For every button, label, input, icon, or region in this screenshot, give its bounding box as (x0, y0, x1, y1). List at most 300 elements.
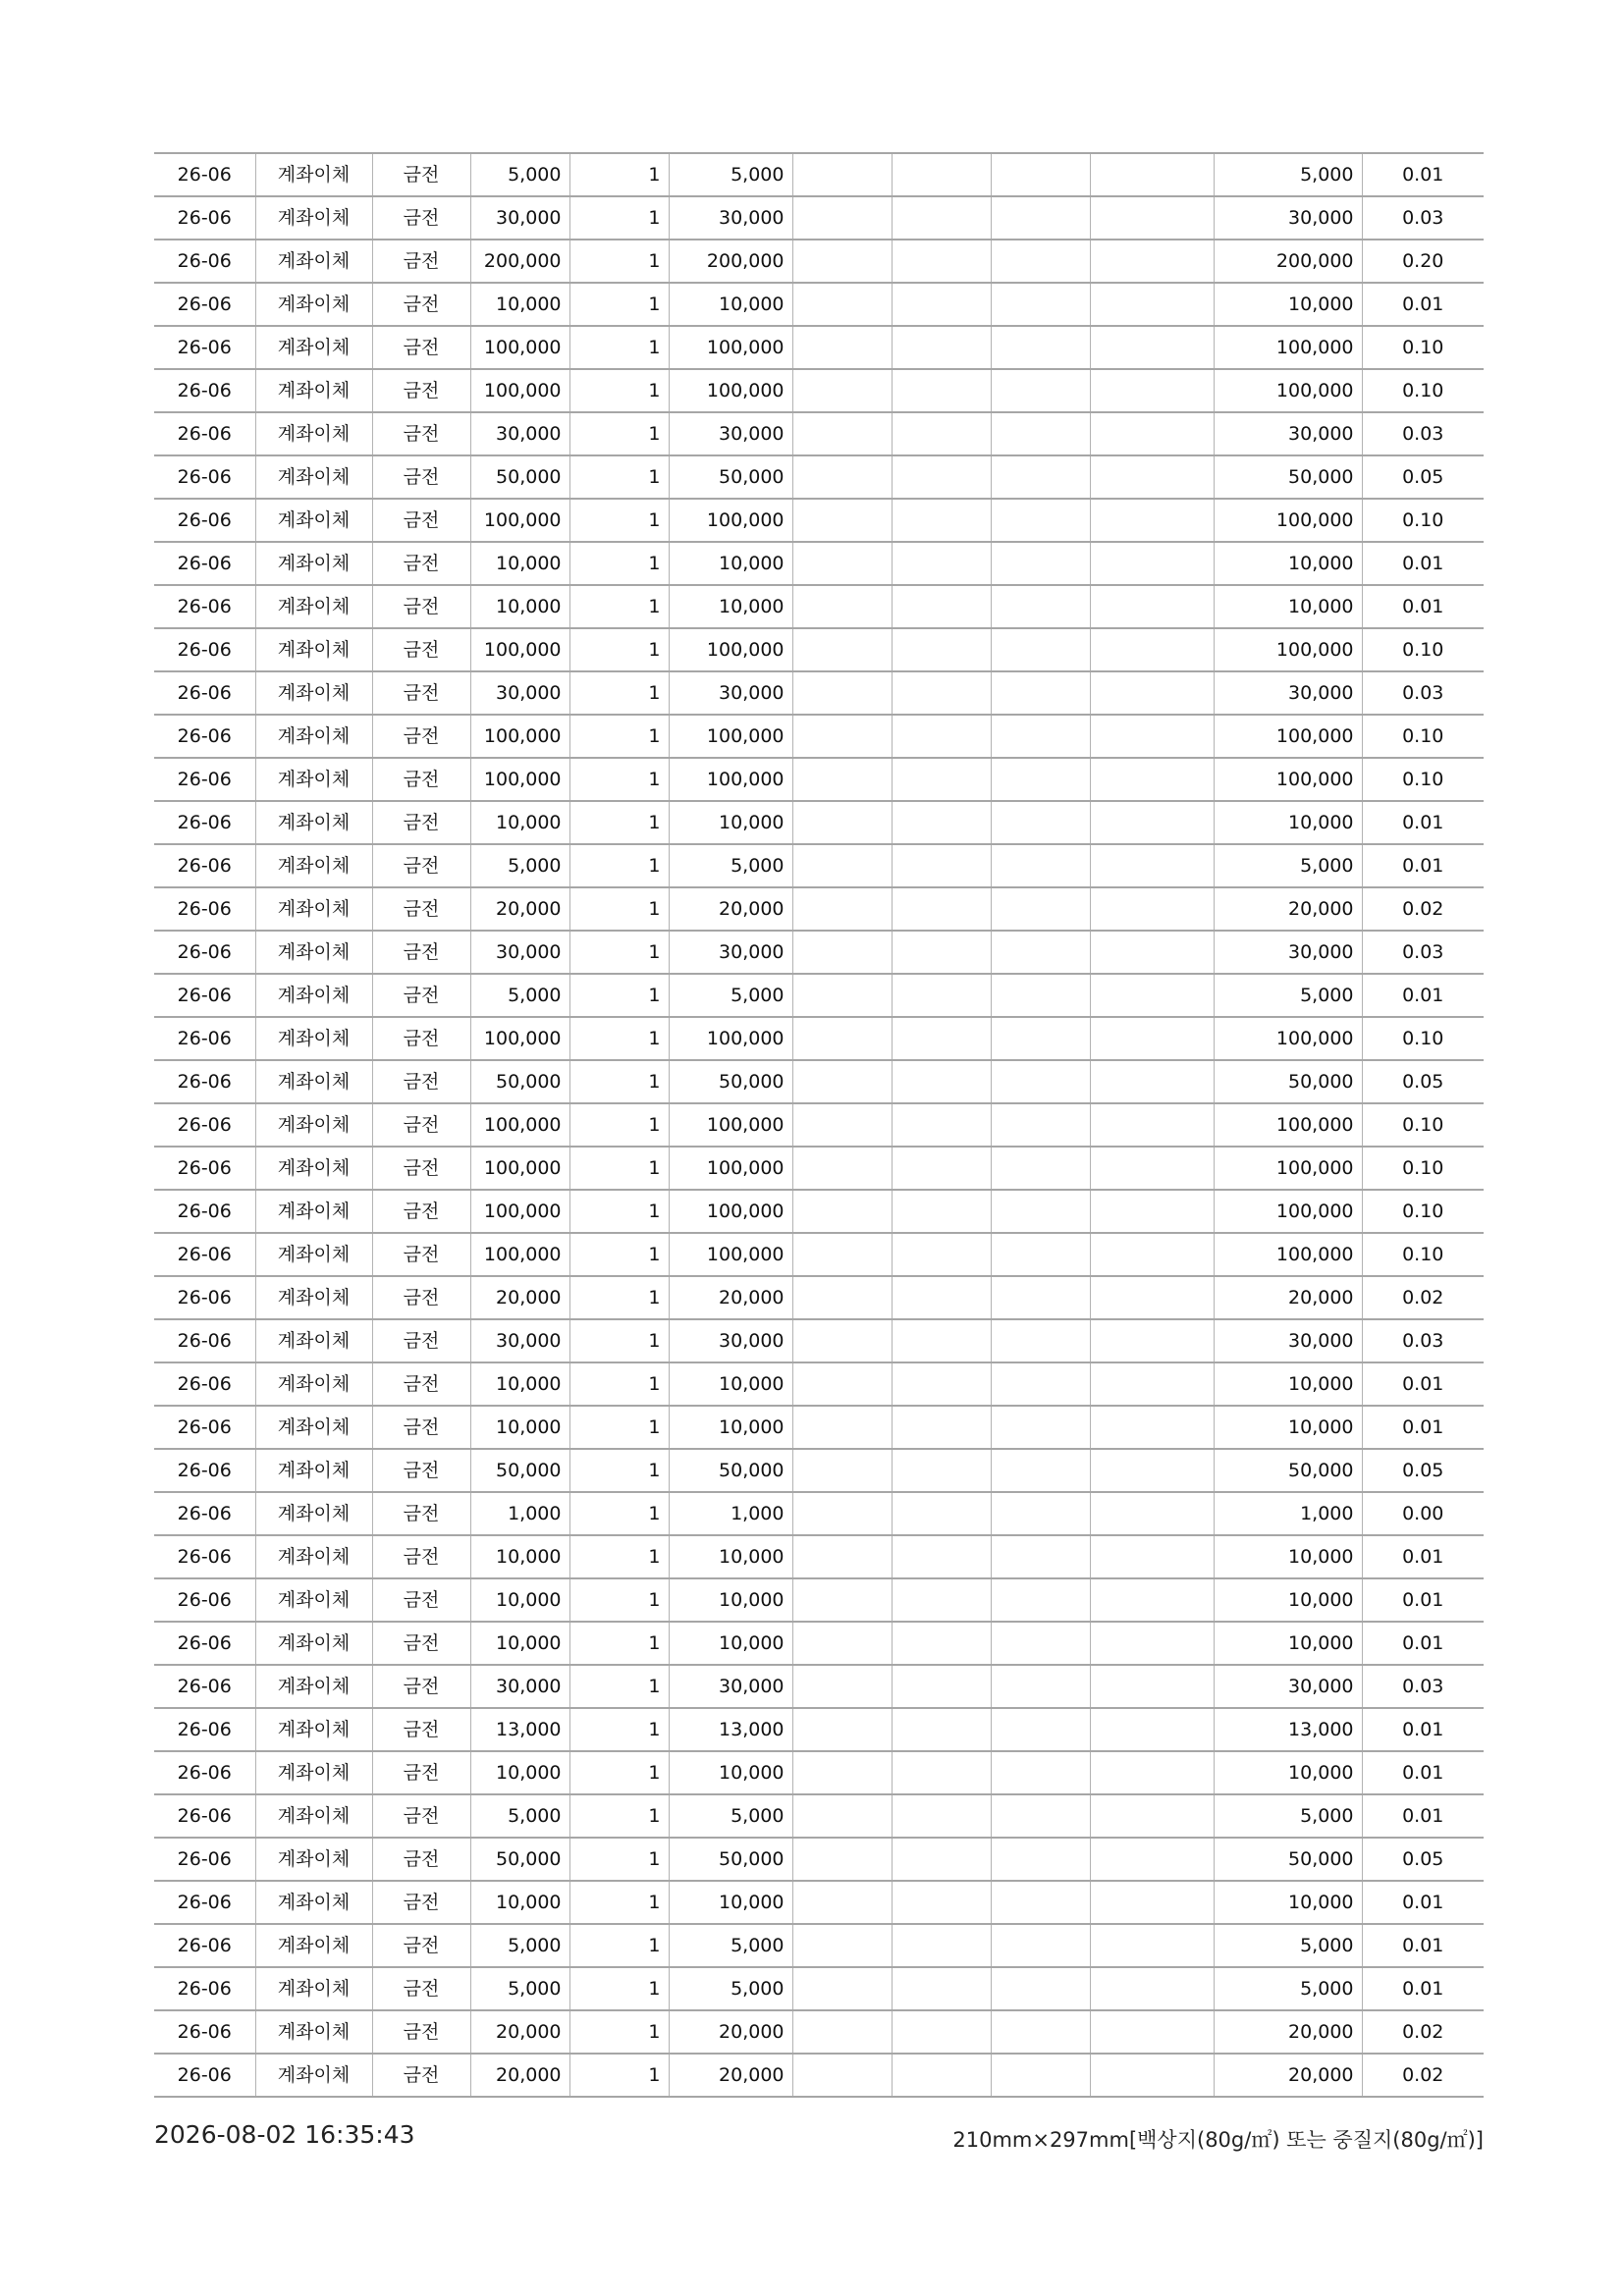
cell-amount: 100,000 (669, 369, 792, 412)
cell-ratio: 0.10 (1362, 326, 1484, 369)
cell-method: 계좌이체 (255, 974, 372, 1017)
cell-period: 26-06 (154, 1622, 255, 1665)
cell-ratio: 0.03 (1362, 1319, 1484, 1362)
cell-empty (792, 1665, 892, 1708)
cell-empty (792, 1924, 892, 1967)
cell-empty (792, 326, 892, 369)
cell-ratio: 0.02 (1362, 2010, 1484, 2054)
cell-ratio: 0.01 (1362, 1967, 1484, 2010)
cell-empty (892, 931, 991, 974)
cell-empty (991, 1406, 1090, 1449)
cell-amount: 5,000 (669, 974, 792, 1017)
cell-amount: 10,000 (669, 1362, 792, 1406)
cell-ratio: 0.10 (1362, 628, 1484, 671)
cell-empty (1090, 196, 1214, 240)
cell-total: 5,000 (1214, 1794, 1362, 1838)
table-row (154, 1881, 1484, 1924)
table-row (154, 1535, 1484, 1578)
cell-empty (1090, 844, 1214, 887)
table-row (154, 1017, 1484, 1060)
table-row (154, 1794, 1484, 1838)
cell-empty (792, 1449, 892, 1492)
cell-kind: 금전 (372, 153, 470, 196)
cell-empty (792, 1017, 892, 1060)
cell-empty (1090, 1147, 1214, 1190)
cell-amount: 30,000 (669, 1319, 792, 1362)
table-row (154, 1622, 1484, 1665)
cell-method: 계좌이체 (255, 1276, 372, 1319)
cell-unit-amount: 50,000 (470, 1449, 569, 1492)
cell-kind: 금전 (372, 931, 470, 974)
cell-empty (991, 844, 1090, 887)
cell-empty (892, 671, 991, 715)
cell-empty (991, 931, 1090, 974)
cell-ratio: 0.05 (1362, 455, 1484, 499)
cell-empty (1090, 1233, 1214, 1276)
cell-kind: 금전 (372, 1406, 470, 1449)
cell-ratio: 0.01 (1362, 585, 1484, 628)
cell-unit-amount: 10,000 (470, 1406, 569, 1449)
cell-empty (792, 1060, 892, 1103)
cell-kind: 금전 (372, 2010, 470, 2054)
cell-method: 계좌이체 (255, 1881, 372, 1924)
cell-empty (892, 1838, 991, 1881)
cell-empty (792, 1794, 892, 1838)
cell-total: 5,000 (1214, 153, 1362, 196)
cell-total: 30,000 (1214, 671, 1362, 715)
cell-kind: 금전 (372, 1190, 470, 1233)
table-row (154, 1060, 1484, 1103)
cell-method: 계좌이체 (255, 2054, 372, 2097)
cell-empty (991, 1190, 1090, 1233)
cell-unit-amount: 10,000 (470, 1535, 569, 1578)
cell-empty (892, 2054, 991, 2097)
cell-unit-amount: 10,000 (470, 542, 569, 585)
cell-empty (1090, 628, 1214, 671)
cell-quantity: 1 (569, 1967, 669, 2010)
cell-total: 100,000 (1214, 628, 1362, 671)
cell-amount: 100,000 (669, 758, 792, 801)
cell-period: 26-06 (154, 715, 255, 758)
cell-period: 26-06 (154, 758, 255, 801)
cell-kind: 금전 (372, 2054, 470, 2097)
cell-amount: 10,000 (669, 1406, 792, 1449)
cell-empty (991, 283, 1090, 326)
cell-ratio: 0.01 (1362, 1578, 1484, 1622)
cell-ratio: 0.10 (1362, 1190, 1484, 1233)
cell-total: 5,000 (1214, 1924, 1362, 1967)
cell-quantity: 1 (569, 585, 669, 628)
cell-empty (991, 1492, 1090, 1535)
cell-empty (892, 1794, 991, 1838)
cell-kind: 금전 (372, 1147, 470, 1190)
cell-amount: 10,000 (669, 1578, 792, 1622)
cell-total: 50,000 (1214, 1838, 1362, 1881)
cell-empty (1090, 801, 1214, 844)
cell-unit-amount: 100,000 (470, 1017, 569, 1060)
cell-unit-amount: 5,000 (470, 1794, 569, 1838)
cell-amount: 100,000 (669, 326, 792, 369)
cell-method: 계좌이체 (255, 671, 372, 715)
cell-empty (991, 1794, 1090, 1838)
cell-kind: 금전 (372, 974, 470, 1017)
cell-amount: 30,000 (669, 671, 792, 715)
cell-amount: 100,000 (669, 1017, 792, 1060)
cell-amount: 200,000 (669, 240, 792, 283)
cell-unit-amount: 50,000 (470, 455, 569, 499)
cell-total: 100,000 (1214, 1233, 1362, 1276)
table-row (154, 1147, 1484, 1190)
cell-quantity: 1 (569, 715, 669, 758)
cell-quantity: 1 (569, 455, 669, 499)
cell-ratio: 0.05 (1362, 1449, 1484, 1492)
cell-empty (1090, 1794, 1214, 1838)
cell-empty (892, 844, 991, 887)
cell-empty (892, 1319, 991, 1362)
cell-total: 10,000 (1214, 1622, 1362, 1665)
cell-total: 13,000 (1214, 1708, 1362, 1751)
cell-empty (892, 715, 991, 758)
cell-ratio: 0.01 (1362, 153, 1484, 196)
cell-empty (1090, 1190, 1214, 1233)
cell-unit-amount: 100,000 (470, 758, 569, 801)
cell-amount: 10,000 (669, 801, 792, 844)
cell-kind: 금전 (372, 1103, 470, 1147)
cell-empty (792, 758, 892, 801)
cell-empty (991, 1449, 1090, 1492)
cell-method: 계좌이체 (255, 1967, 372, 2010)
cell-empty (892, 758, 991, 801)
table-row (154, 628, 1484, 671)
table-row (154, 499, 1484, 542)
cell-ratio: 0.02 (1362, 2054, 1484, 2097)
cell-empty (991, 369, 1090, 412)
cell-empty (1090, 240, 1214, 283)
cell-method: 계좌이체 (255, 369, 372, 412)
cell-empty (792, 1319, 892, 1362)
cell-total: 30,000 (1214, 1319, 1362, 1362)
cell-method: 계좌이체 (255, 1362, 372, 1406)
cell-quantity: 1 (569, 2010, 669, 2054)
cell-amount: 10,000 (669, 585, 792, 628)
cell-empty (792, 1578, 892, 1622)
cell-empty (792, 1622, 892, 1665)
cell-method: 계좌이체 (255, 1147, 372, 1190)
cell-empty (892, 1492, 991, 1535)
cell-empty (991, 1881, 1090, 1924)
cell-kind: 금전 (372, 758, 470, 801)
cell-kind: 금전 (372, 1060, 470, 1103)
cell-empty (892, 1665, 991, 1708)
cell-empty (1090, 887, 1214, 931)
cell-empty (1090, 1276, 1214, 1319)
cell-unit-amount: 20,000 (470, 2010, 569, 2054)
table-row (154, 1751, 1484, 1794)
cell-ratio: 0.01 (1362, 1535, 1484, 1578)
cell-quantity: 1 (569, 1406, 669, 1449)
cell-empty (892, 887, 991, 931)
table-row (154, 1406, 1484, 1449)
cell-kind: 금전 (372, 455, 470, 499)
cell-amount: 30,000 (669, 931, 792, 974)
cell-empty (991, 585, 1090, 628)
cell-empty (892, 1190, 991, 1233)
cell-ratio: 0.02 (1362, 1276, 1484, 1319)
cell-empty (991, 1362, 1090, 1406)
cell-empty (892, 1578, 991, 1622)
table-row (154, 1103, 1484, 1147)
cell-kind: 금전 (372, 196, 470, 240)
cell-total: 100,000 (1214, 715, 1362, 758)
cell-quantity: 1 (569, 1362, 669, 1406)
cell-empty (792, 931, 892, 974)
cell-method: 계좌이체 (255, 1319, 372, 1362)
cell-empty (1090, 1319, 1214, 1362)
ledger-body (154, 153, 1484, 2097)
cell-amount: 50,000 (669, 1449, 792, 1492)
cell-kind: 금전 (372, 1449, 470, 1492)
cell-quantity: 1 (569, 1060, 669, 1103)
cell-total: 100,000 (1214, 758, 1362, 801)
cell-empty (1090, 326, 1214, 369)
cell-empty (991, 1319, 1090, 1362)
cell-empty (792, 1838, 892, 1881)
cell-unit-amount: 5,000 (470, 844, 569, 887)
cell-quantity: 1 (569, 887, 669, 931)
ledger-table (154, 152, 1484, 2098)
table-row (154, 1233, 1484, 1276)
cell-empty (792, 1233, 892, 1276)
table-row (154, 1319, 1484, 1362)
cell-total: 50,000 (1214, 455, 1362, 499)
cell-ratio: 0.01 (1362, 1751, 1484, 1794)
cell-quantity: 1 (569, 1017, 669, 1060)
cell-empty (1090, 1708, 1214, 1751)
cell-method: 계좌이체 (255, 887, 372, 931)
cell-kind: 금전 (372, 1967, 470, 2010)
cell-kind: 금전 (372, 369, 470, 412)
cell-empty (991, 1751, 1090, 1794)
cell-ratio: 0.03 (1362, 1665, 1484, 1708)
cell-period: 26-06 (154, 1276, 255, 1319)
cell-unit-amount: 30,000 (470, 196, 569, 240)
cell-empty (792, 801, 892, 844)
cell-empty (1090, 585, 1214, 628)
cell-empty (792, 671, 892, 715)
cell-empty (991, 671, 1090, 715)
cell-ratio: 0.01 (1362, 1622, 1484, 1665)
cell-period: 26-06 (154, 240, 255, 283)
cell-kind: 금전 (372, 628, 470, 671)
cell-total: 5,000 (1214, 844, 1362, 887)
cell-unit-amount: 20,000 (470, 887, 569, 931)
cell-empty (991, 1708, 1090, 1751)
table-row (154, 2010, 1484, 2054)
cell-empty (892, 1967, 991, 2010)
cell-ratio: 0.02 (1362, 887, 1484, 931)
cell-amount: 10,000 (669, 283, 792, 326)
cell-method: 계좌이체 (255, 1103, 372, 1147)
cell-empty (1090, 1578, 1214, 1622)
cell-empty (1090, 1622, 1214, 1665)
cell-empty (991, 715, 1090, 758)
cell-empty (991, 240, 1090, 283)
cell-method: 계좌이체 (255, 153, 372, 196)
cell-period: 26-06 (154, 1319, 255, 1362)
cell-total: 30,000 (1214, 931, 1362, 974)
cell-empty (892, 974, 991, 1017)
cell-empty (991, 1578, 1090, 1622)
cell-unit-amount: 30,000 (470, 931, 569, 974)
cell-period: 26-06 (154, 1924, 255, 1967)
cell-empty (1090, 369, 1214, 412)
cell-kind: 금전 (372, 1276, 470, 1319)
cell-empty (792, 240, 892, 283)
cell-method: 계좌이체 (255, 1751, 372, 1794)
cell-empty (892, 499, 991, 542)
cell-quantity: 1 (569, 1103, 669, 1147)
cell-ratio: 0.05 (1362, 1838, 1484, 1881)
cell-unit-amount: 10,000 (470, 1751, 569, 1794)
cell-empty (892, 628, 991, 671)
cell-kind: 금전 (372, 1492, 470, 1535)
cell-kind: 금전 (372, 1319, 470, 1362)
cell-kind: 금전 (372, 585, 470, 628)
cell-period: 26-06 (154, 1492, 255, 1535)
cell-empty (892, 1622, 991, 1665)
cell-empty (1090, 1492, 1214, 1535)
cell-empty (792, 1190, 892, 1233)
table-row (154, 671, 1484, 715)
table-row (154, 369, 1484, 412)
cell-quantity: 1 (569, 671, 669, 715)
cell-period: 26-06 (154, 628, 255, 671)
cell-period: 26-06 (154, 1017, 255, 1060)
cell-kind: 금전 (372, 1924, 470, 1967)
cell-empty (792, 1535, 892, 1578)
cell-empty (1090, 1060, 1214, 1103)
cell-period: 26-06 (154, 2010, 255, 2054)
cell-total: 10,000 (1214, 1881, 1362, 1924)
cell-ratio: 0.01 (1362, 1362, 1484, 1406)
cell-empty (792, 369, 892, 412)
cell-total: 10,000 (1214, 801, 1362, 844)
cell-kind: 금전 (372, 1233, 470, 1276)
cell-total: 30,000 (1214, 1665, 1362, 1708)
cell-empty (991, 887, 1090, 931)
cell-ratio: 0.01 (1362, 542, 1484, 585)
cell-amount: 100,000 (669, 1190, 792, 1233)
table-row (154, 196, 1484, 240)
cell-method: 계좌이체 (255, 1708, 372, 1751)
cell-total: 5,000 (1214, 974, 1362, 1017)
cell-empty (1090, 1751, 1214, 1794)
cell-period: 26-06 (154, 1838, 255, 1881)
cell-quantity: 1 (569, 1319, 669, 1362)
table-row (154, 585, 1484, 628)
cell-period: 26-06 (154, 455, 255, 499)
cell-total: 100,000 (1214, 499, 1362, 542)
cell-empty (892, 542, 991, 585)
cell-amount: 20,000 (669, 887, 792, 931)
cell-quantity: 1 (569, 1190, 669, 1233)
cell-empty (792, 2054, 892, 2097)
cell-total: 20,000 (1214, 2054, 1362, 2097)
table-row (154, 844, 1484, 887)
cell-empty (991, 499, 1090, 542)
cell-method: 계좌이체 (255, 1924, 372, 1967)
cell-method: 계좌이체 (255, 585, 372, 628)
cell-period: 26-06 (154, 585, 255, 628)
cell-empty (792, 1492, 892, 1535)
cell-method: 계좌이체 (255, 715, 372, 758)
cell-empty (792, 1147, 892, 1190)
cell-quantity: 1 (569, 499, 669, 542)
cell-method: 계좌이체 (255, 801, 372, 844)
cell-unit-amount: 100,000 (470, 369, 569, 412)
cell-period: 26-06 (154, 1578, 255, 1622)
table-row (154, 326, 1484, 369)
cell-method: 계좌이체 (255, 326, 372, 369)
cell-empty (1090, 542, 1214, 585)
cell-empty (991, 1103, 1090, 1147)
cell-empty (1090, 2010, 1214, 2054)
cell-ratio: 0.10 (1362, 758, 1484, 801)
cell-empty (1090, 153, 1214, 196)
cell-period: 26-06 (154, 1190, 255, 1233)
cell-quantity: 1 (569, 196, 669, 240)
cell-empty (892, 153, 991, 196)
cell-unit-amount: 10,000 (470, 585, 569, 628)
table-row (154, 887, 1484, 931)
cell-kind: 금전 (372, 1017, 470, 1060)
cell-method: 계좌이체 (255, 1622, 372, 1665)
cell-ratio: 0.01 (1362, 283, 1484, 326)
cell-amount: 5,000 (669, 153, 792, 196)
cell-unit-amount: 100,000 (470, 1147, 569, 1190)
cell-method: 계좌이체 (255, 1190, 372, 1233)
cell-unit-amount: 30,000 (470, 671, 569, 715)
cell-kind: 금전 (372, 887, 470, 931)
cell-total: 20,000 (1214, 1276, 1362, 1319)
table-row (154, 758, 1484, 801)
cell-method: 계좌이체 (255, 1578, 372, 1622)
cell-method: 계좌이체 (255, 499, 372, 542)
cell-period: 26-06 (154, 1147, 255, 1190)
table-row (154, 1924, 1484, 1967)
cell-amount: 10,000 (669, 1535, 792, 1578)
cell-ratio: 0.01 (1362, 801, 1484, 844)
cell-empty (991, 1838, 1090, 1881)
cell-kind: 금전 (372, 1362, 470, 1406)
cell-method: 계좌이체 (255, 1794, 372, 1838)
cell-total: 20,000 (1214, 887, 1362, 931)
cell-quantity: 1 (569, 1535, 669, 1578)
cell-ratio: 0.01 (1362, 974, 1484, 1017)
cell-empty (892, 1751, 991, 1794)
cell-amount: 20,000 (669, 1276, 792, 1319)
cell-ratio: 0.10 (1362, 1103, 1484, 1147)
cell-empty (1090, 1967, 1214, 2010)
cell-amount: 5,000 (669, 1967, 792, 2010)
cell-unit-amount: 30,000 (470, 412, 569, 455)
cell-unit-amount: 10,000 (470, 1578, 569, 1622)
cell-method: 계좌이체 (255, 542, 372, 585)
cell-total: 100,000 (1214, 1190, 1362, 1233)
cell-method: 계좌이체 (255, 1233, 372, 1276)
cell-kind: 금전 (372, 1708, 470, 1751)
cell-empty (792, 412, 892, 455)
